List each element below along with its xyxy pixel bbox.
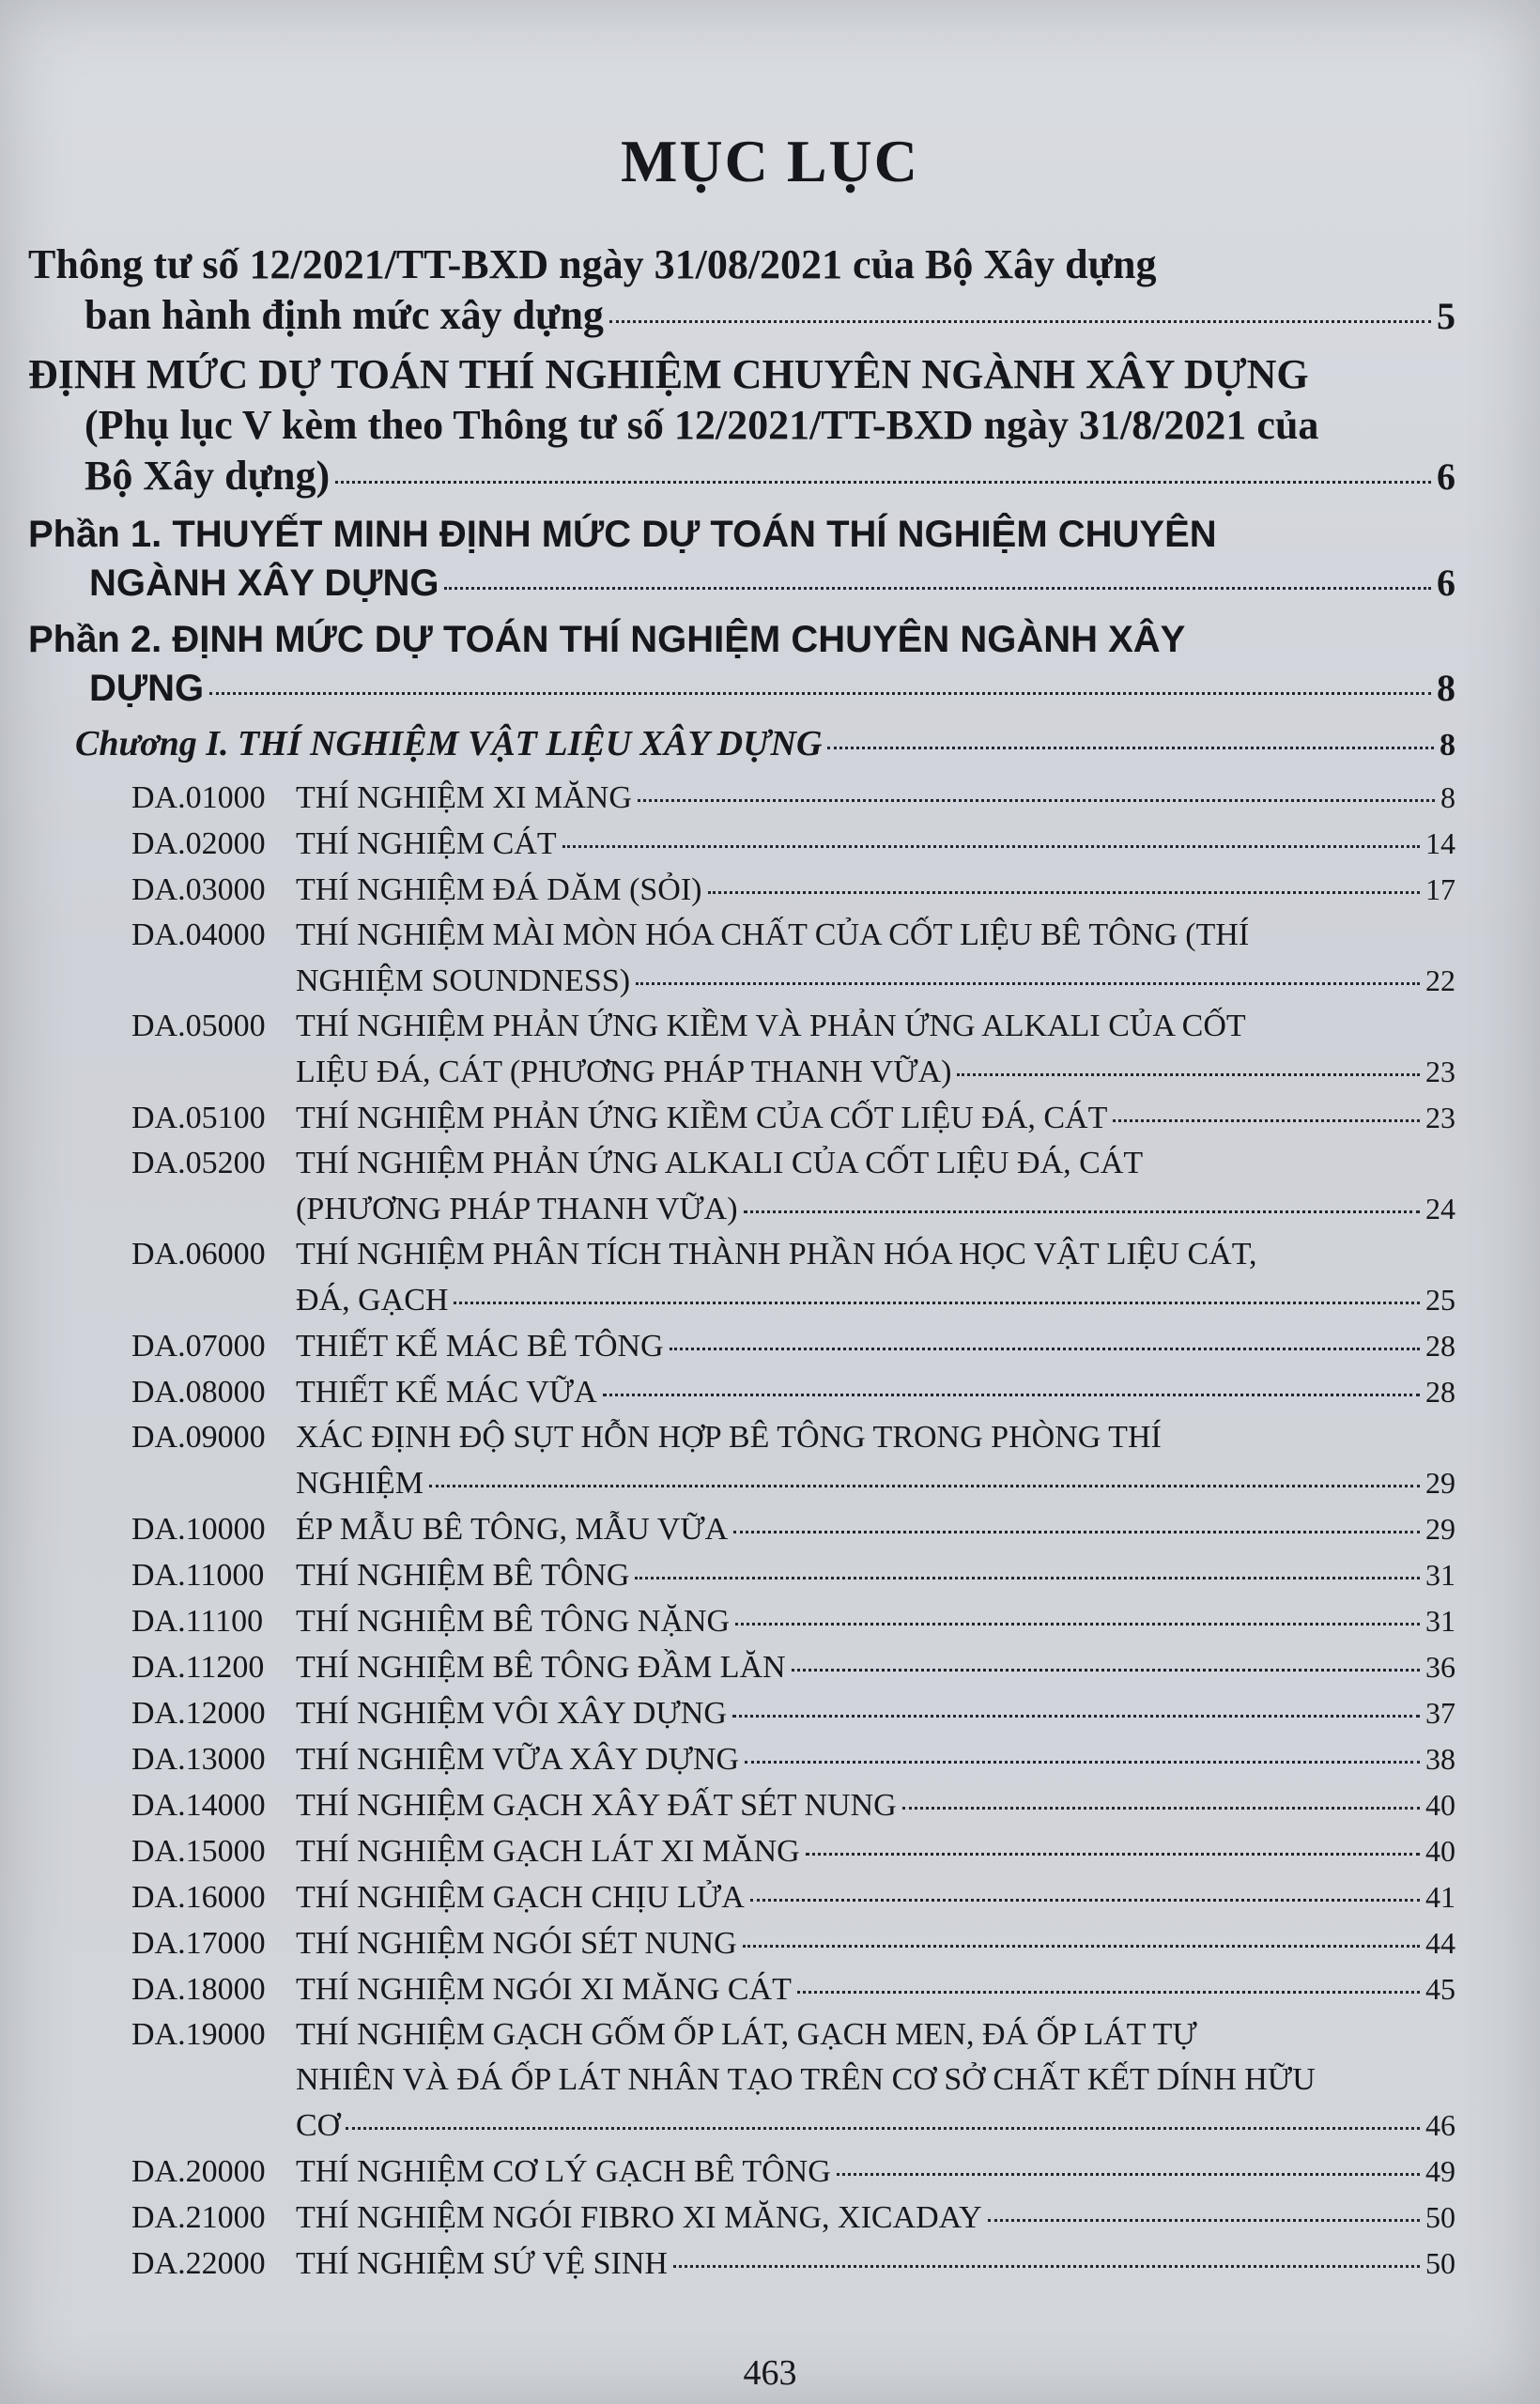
entry-code: DA.08000 [131,1375,266,1410]
dot-leader [732,1715,1420,1718]
dot-leader [806,1853,1420,1856]
entry-title-line: NGÀNH XÂY DỰNG [89,562,439,604]
toc-item[interactable] [28,2012,1455,2149]
entry-title-line: THÍ NGHIỆM PHÂN TÍCH THÀNH PHẦN HÓA HỌC VẬT LIỆU CÁT, [296,1237,1257,1271]
entry-page-number: 29 [1425,1466,1455,1500]
toc-item[interactable] [28,1323,1455,1369]
entry-code: DA.18000 [131,1972,266,2007]
toc-item[interactable] [28,1415,1455,1506]
toc-item[interactable] [28,1095,1455,1141]
entry-page-number: 29 [1425,1512,1455,1546]
toc-item[interactable] [28,1552,1455,1598]
entry-page-number: 46 [1425,2108,1455,2142]
dot-leader [745,1761,1420,1764]
entry-title-line: THIẾT KẾ MÁC VỮA [296,1375,597,1410]
entry-page-number: 49 [1425,2154,1455,2188]
entry-title-line: (PHƯƠNG PHÁP THANH VỮA) [296,1192,738,1226]
toc-item[interactable] [28,1828,1455,1874]
entry-page-number: 8 [1437,667,1455,709]
entry-page-number: 50 [1425,2200,1455,2234]
entry-code: DA.05100 [131,1101,266,1135]
page-title: MỤC LỤC [621,128,919,194]
entry-title-line: THÍ NGHIỆM GẠCH GỐM ỐP LÁT, GẠCH MEN, ĐÁ ỐP LÁT TỰ [296,2017,1197,2052]
toc-item[interactable] [28,1736,1455,1782]
entry-code: DA.15000 [131,1834,266,1869]
entry-title-line: Chương I. THÍ NGHIỆM VẬT LIỆU XÂY DỰNG [75,724,823,763]
dot-leader [733,1531,1420,1533]
dot-leader [444,587,1431,590]
entry-title-line: NGHIỆM SOUNDNESS) [296,963,631,998]
entry-title-line: DỰNG [89,668,205,709]
dot-leader [673,2265,1420,2268]
entry-code: DA.13000 [131,1742,266,1777]
toc-item[interactable] [28,1506,1455,1552]
entry-code: DA.10000 [131,1512,266,1547]
entry-page-number: 36 [1425,1650,1455,1684]
entry-page-number: 40 [1425,1834,1455,1868]
entry-code: DA.22000 [131,2246,266,2281]
dot-leader [743,1945,1420,1948]
entry-title-line: THÍ NGHIỆM GẠCH XÂY ĐẤT SÉT NUNG [296,1788,897,1823]
entry-code: DA.06000 [131,1237,266,1271]
entry-title-line: THÍ NGHIỆM PHẢN ỨNG KIỀM VÀ PHẢN ỨNG ALKALI CỦA CỐT [296,1009,1246,1043]
entry-title-line: THÍ NGHIỆM NGÓI XI MĂNG CÁT [296,1972,792,2007]
entry-title-line: THÍ NGHIỆM PHẢN ỨNG KIỀM CỦA CỐT LIỆU ĐÁ, CÁT [296,1101,1108,1135]
entry-title-line: THÍ NGHIỆM GẠCH CHỊU LỬA [296,1880,745,1915]
entry-code: DA.05000 [131,1009,266,1043]
toc-item[interactable] [28,913,1455,1004]
toc-item[interactable] [28,2241,1455,2287]
toc-item[interactable] [28,1782,1455,1828]
dot-leader [837,2173,1420,2176]
entry-title-line: THÍ NGHIỆM XI MĂNG [296,780,632,815]
dot-leader [603,1394,1420,1396]
dot-leader [346,2127,1420,2130]
entry-page-number: 24 [1425,1192,1455,1225]
dot-leader [670,1348,1420,1350]
entry-page-number: 37 [1425,1696,1455,1730]
entry-title-line: THÍ NGHIỆM MÀI MÒN HÓA CHẤT CỦA CỐT LIỆU BÊ TÔNG (THÍ [296,917,1250,952]
page-number: 463 [743,2353,797,2393]
entry-page-number: 23 [1425,1055,1455,1088]
entry-title-line: THÍ NGHIỆM VỮA XÂY DỰNG [296,1742,740,1777]
dot-leader [635,1577,1420,1580]
entry-code: DA.05200 [131,1146,266,1180]
dot-leader [609,320,1431,323]
entry-title-line: ÉP MẪU BÊ TÔNG, MẪU VỮA [296,1512,729,1547]
toc-item[interactable] [28,1598,1455,1644]
entry-page-number: 28 [1425,1329,1455,1363]
toc-item[interactable] [28,2149,1455,2195]
entry-page-number: 14 [1425,826,1455,860]
entry-title-line: Phần 1. THUYẾT MINH ĐỊNH MỨC DỰ TOÁN THÍ NGHIỆM CHUYÊN [28,514,1217,555]
entry-title-line: THÍ NGHIỆM GẠCH LÁT XI MĂNG [296,1834,800,1869]
entry-title-line: THÍ NGHIỆM CÁT [296,826,557,861]
toc-item[interactable] [28,1004,1455,1095]
entry-page-number: 28 [1425,1375,1455,1409]
table-of-contents [28,239,1455,2287]
entry-code: DA.14000 [131,1788,266,1823]
entry-code: DA.11200 [131,1650,265,1685]
dot-leader [957,1073,1420,1076]
dot-leader [636,982,1420,985]
entry-code: DA.07000 [131,1329,266,1364]
toc-item[interactable] [28,1920,1455,1966]
toc-part[interactable] [28,615,1455,713]
toc-item[interactable] [28,2195,1455,2241]
toc-item[interactable] [28,1232,1455,1323]
entry-title-line: THÍ NGHIỆM CƠ LÝ GẠCH BÊ TÔNG [296,2154,831,2189]
dot-leader [708,891,1420,894]
entry-code: DA.04000 [131,917,266,952]
entry-title-line: THÍ NGHIỆM BÊ TÔNG [296,1558,630,1593]
entry-page-number: 6 [1437,455,1455,498]
entry-code: DA.11000 [131,1558,265,1593]
entry-page-number: 17 [1425,872,1455,906]
dot-leader [988,2219,1420,2222]
toc-item[interactable] [28,1141,1455,1232]
entry-title-line: THIẾT KẾ MÁC BÊ TÔNG [296,1329,664,1364]
dot-leader [735,1623,1420,1626]
dot-leader [827,747,1434,749]
entry-code: DA.11100 [131,1604,264,1639]
entry-title-line: THÍ NGHIỆM PHẢN ỨNG ALKALI CỦA CỐT LIỆU ĐÁ, CÁT [296,1146,1144,1180]
entry-page-number: 38 [1425,1742,1455,1776]
toc-item[interactable] [28,1690,1455,1736]
entry-title-line: THÍ NGHIỆM NGÓI FIBRO XI MĂNG, XICADAY [296,2200,982,2235]
entry-title-line: Thông tư số 12/2021/TT-BXD ngày 31/08/2021 của Bộ Xây dựng [28,241,1157,287]
entry-page-number: 41 [1425,1880,1455,1914]
entry-code: DA.12000 [131,1696,266,1731]
toc-major-section[interactable] [28,349,1455,502]
entry-page-number: 8 [1440,728,1455,763]
dot-leader [750,1899,1420,1902]
entry-code: DA.01000 [131,780,266,815]
toc-item[interactable] [28,821,1455,867]
entry-title-line: Phần 2. ĐỊNH MỨC DỰ TOÁN THÍ NGHIỆM CHUYÊN NGÀNH XÂY [28,619,1186,660]
entry-code: DA.19000 [131,2017,266,2052]
entry-page-number: 45 [1425,1972,1455,2006]
entry-title-line: THÍ NGHIỆM VÔI XÂY DỰNG [296,1696,727,1731]
entry-page-number: 22 [1425,963,1455,997]
entry-page-number: 5 [1437,295,1455,337]
entry-title-line: XÁC ĐỊNH ĐỘ SỤT HỖN HỢP BÊ TÔNG TRONG PHÒNG THÍ [296,1420,1162,1455]
dot-leader [429,1485,1420,1487]
dot-leader [638,799,1435,802]
entry-title-line: (Phụ lục V kèm theo Thông tư số 12/2021/TT-BXD ngày 31/8/2021 của [85,402,1319,448]
entry-code: DA.17000 [131,1926,266,1961]
entry-page-number: 8 [1440,780,1455,814]
entry-title-line: Bộ Xây dựng) [85,453,331,499]
entry-page-number: 50 [1425,2246,1455,2280]
entry-page-number: 23 [1425,1101,1455,1134]
toc-item[interactable] [28,1644,1455,1690]
entry-title-line: ĐỊNH MỨC DỰ TOÁN THÍ NGHIỆM CHUYÊN NGÀNH XÂY DỰNG [28,351,1309,397]
entry-page-number: 25 [1425,1283,1455,1317]
dot-leader [209,692,1431,695]
dot-leader [792,1669,1420,1672]
dot-leader [1113,1119,1420,1122]
entry-title-line: ban hành định mức xây dựng [85,292,604,338]
entry-code: DA.02000 [131,826,266,861]
entry-title-line: THÍ NGHIỆM BÊ TÔNG ĐẦM LĂN [296,1650,786,1685]
entry-title-line: LIỆU ĐÁ, CÁT (PHƯƠNG PHÁP THANH VỮA) [296,1055,952,1089]
entry-title-line: NGHIỆM [296,1466,424,1501]
entry-title-line: THÍ NGHIỆM NGÓI SÉT NUNG [296,1926,737,1961]
toc-major-section[interactable] [28,239,1455,342]
toc-part[interactable] [28,510,1455,608]
entry-title-line: THÍ NGHIỆM ĐÁ DĂM (SỎI) [296,872,702,907]
entry-code: DA.16000 [131,1880,266,1915]
entry-code: DA.21000 [131,2200,266,2235]
toc-chapter[interactable] [28,720,1455,769]
entry-title-line: THÍ NGHIỆM SỨ VỆ SINH [296,2246,668,2281]
dot-leader [902,1807,1420,1810]
dot-leader [454,1302,1420,1304]
entry-title-line: NHIÊN VÀ ĐÁ ỐP LÁT NHÂN TẠO TRÊN CƠ SỞ CHẤT KẾT DÍNH HỮU [296,2062,1316,2097]
toc-item[interactable] [28,1966,1455,2012]
dot-leader [562,845,1420,848]
toc-item[interactable] [28,1874,1455,1920]
toc-item[interactable] [28,775,1455,821]
entry-page-number: 31 [1425,1558,1455,1592]
dot-leader [744,1210,1420,1213]
toc-item[interactable] [28,1369,1455,1415]
entry-page-number: 6 [1437,562,1455,604]
entry-title-line: CƠ [296,2108,341,2143]
entry-code: DA.20000 [131,2154,266,2189]
entry-code: DA.03000 [131,872,266,907]
dot-leader [797,1991,1420,1994]
entry-title-line: ĐÁ, GẠCH [296,1283,449,1318]
dot-leader [335,481,1431,484]
entry-code: DA.09000 [131,1420,266,1455]
entry-page-number: 44 [1425,1926,1455,1960]
toc-item[interactable] [28,867,1455,913]
entry-page-number: 31 [1425,1604,1455,1638]
entry-page-number: 40 [1425,1788,1455,1822]
entry-title-line: THÍ NGHIỆM BÊ TÔNG NẶNG [296,1604,731,1639]
